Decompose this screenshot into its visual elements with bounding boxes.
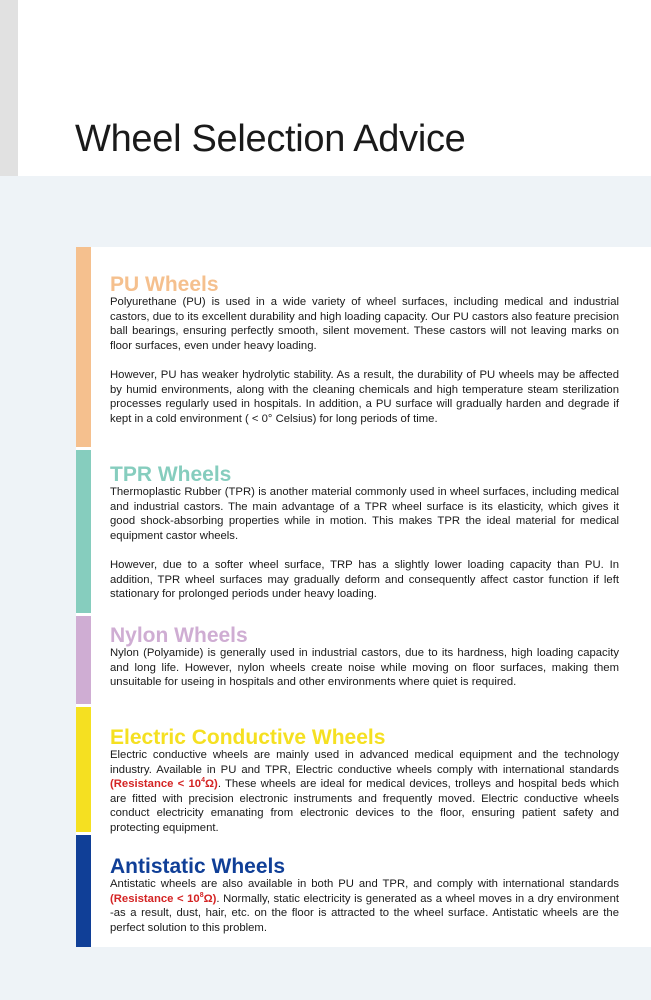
text: Antistatic wheels are also available in both PU and TPR, and comply with international standards xyxy=(110,878,619,890)
content-card xyxy=(76,247,651,947)
paragraph: However, PU has weaker hydrolytic stability. As a result, the durability of PU wheels may be affected by humid environments, along with the cleaning chemicals and high temperature steam sterilization processes regularly used in hospitals. In addition, a PU surface will gradually harden and degrade if kept in a cold environment ( < 0° Celsius) for long periods of time. xyxy=(110,368,619,425)
section-antistatic-wheels xyxy=(76,835,651,947)
antistatic-color-bar xyxy=(76,835,91,947)
conductive-color-bar xyxy=(76,707,91,832)
section-title: Nylon Wheels xyxy=(110,624,248,647)
paragraph xyxy=(110,748,619,836)
paragraph: Thermoplastic Rubber (TPR) is another material commonly used in wheel surfaces, including medical and industrial castors. The main advantage of a TPR wheel surface is its elasticity, which gives it good shock-absorbing properties while in motion. This makes TPR the ideal material for medical equipment castor wheels. xyxy=(110,486,619,542)
text: . These wheels are ideal for medical devices, trolleys and hospital beds which are fitted with precision electronic instruments and frequently moved. Electric conductive wheels conduct electricity emanating from electronic devices to the floor, ensuring patient safety and protecting equipment. xyxy=(110,778,620,834)
section-nylon-wheels xyxy=(76,616,651,704)
paragraph: However, due to a softer wheel surface, TRP has a slightly lower loading capacity than PU. In addition, TPR wheel surfaces may gradually deform and consequently affect castor function if left stationary for prolonged periods under heavy loading. xyxy=(110,558,619,601)
resistance-highlight: (Resistance < $10^8\Omega$) xyxy=(110,891,217,905)
nylon-color-bar xyxy=(76,616,91,704)
resistance-highlight: (Resistance < $10^4\Omega$) xyxy=(110,777,218,791)
section-title: Electric Conductive Wheels xyxy=(110,726,386,749)
paragraph xyxy=(110,877,619,935)
section-tpr-wheels xyxy=(76,450,651,613)
section-conductive-wheels xyxy=(76,707,651,832)
tpr-color-bar xyxy=(76,450,91,613)
section-title: TPR Wheels xyxy=(110,463,232,486)
pu-color-bar xyxy=(76,247,91,447)
decorative-strip xyxy=(0,0,18,176)
paragraph: Polyurethane (PU) is used in a wide variety of wheel surfaces, including medical and industrial castors, due to its excellent durability and high loading capacity. Our PU castors also feature precision ball bearings, ensuring perfectly smooth, silent movement. These castors will not leaving marks on floor surfaces, even under heavy loading. xyxy=(110,296,619,352)
paragraph: Nylon (Polyamide) is generally used in industrial castors, due to its hardness, high loading capacity and long life. However, nylon wheels create noise while moving on floor surfaces, making them unsuitable for useing in hospitals and other environments where quiet is required. xyxy=(110,647,619,689)
text: . Normally, static electricity is generated as a wheel moves in a dry environment -as a result, dust, hair, etc. on the floor is attracted to the wheel surface. Antistatic wheels are the perfect solution to this problem. xyxy=(110,892,619,934)
text: Electric conductive wheels are mainly used in advanced medical equipment and the technology industry. Available in PU and TPR, Electric conductive wheels comply with international standards xyxy=(110,749,619,776)
section-pu-wheels xyxy=(76,247,651,447)
section-title: Antistatic Wheels xyxy=(110,855,286,878)
page-title: Wheel Selection Advice xyxy=(75,118,466,160)
section-title: PU Wheels xyxy=(110,273,219,296)
